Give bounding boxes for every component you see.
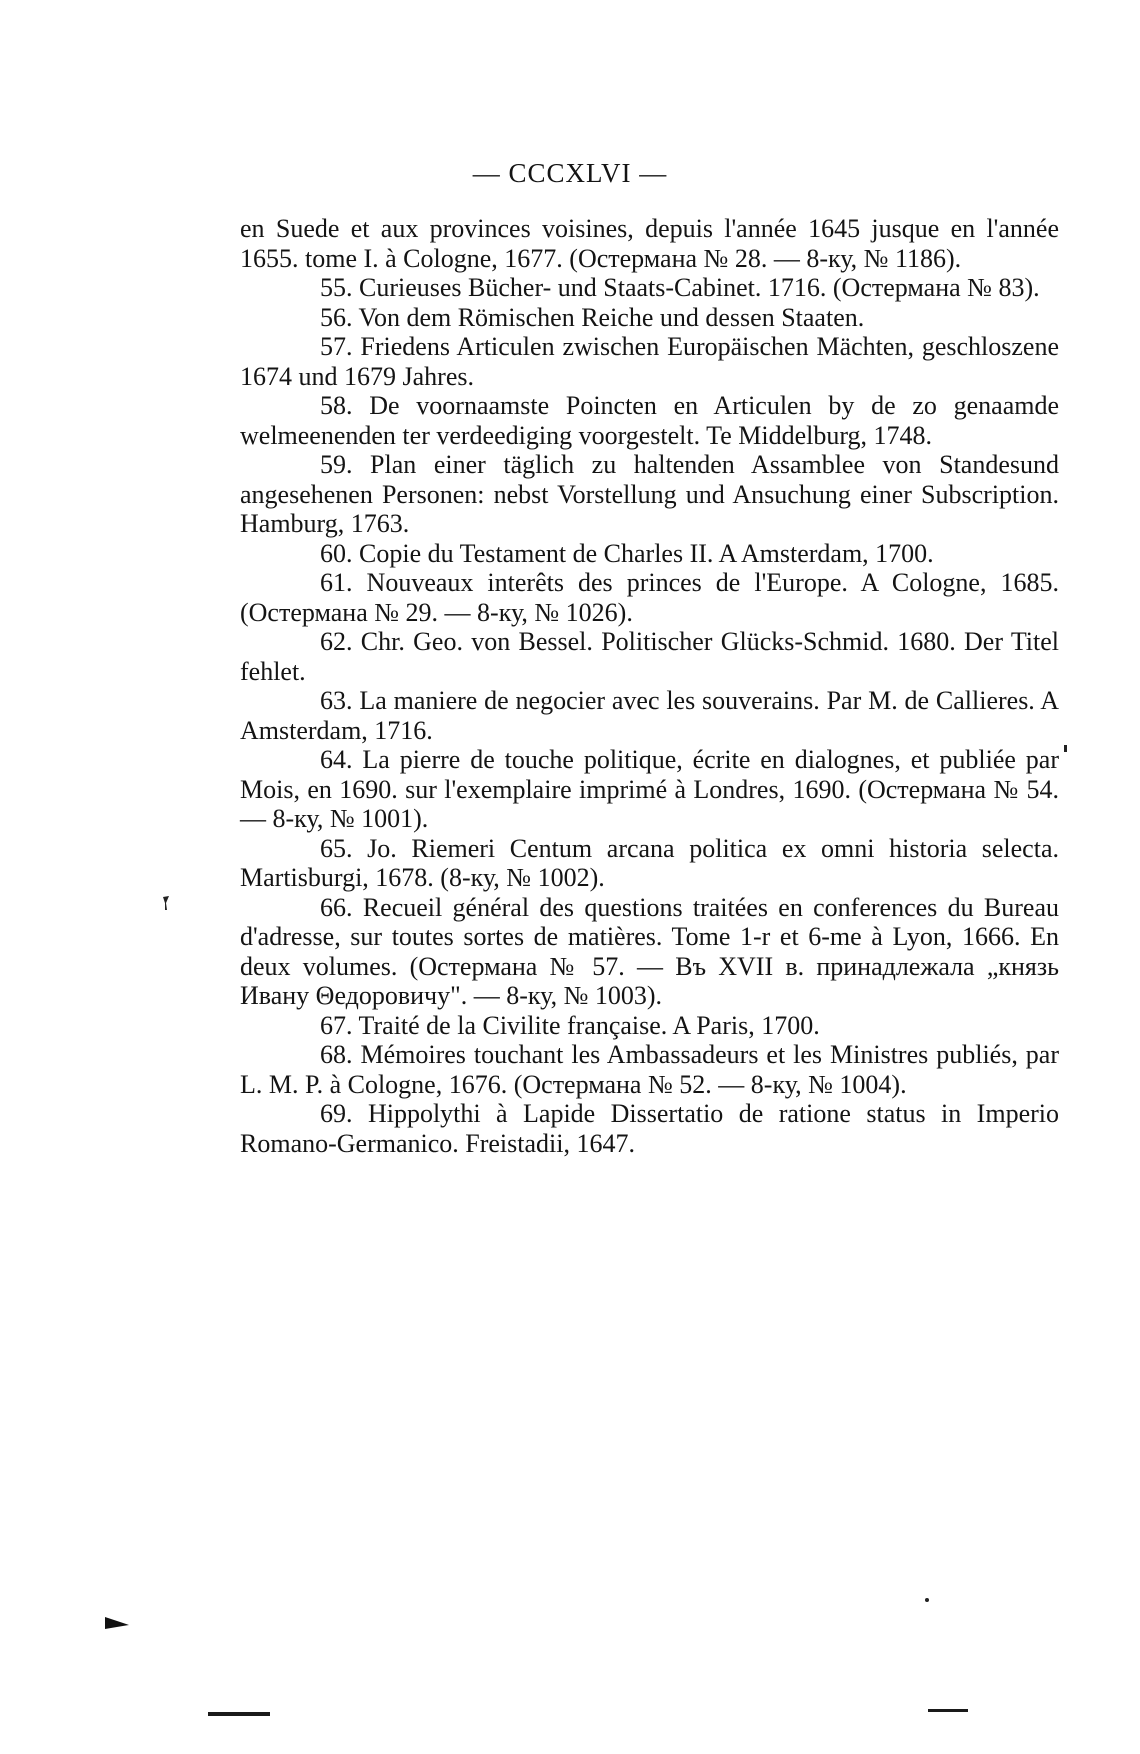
entry-55: 55. Curieuses Bücher- und Staats-Cabinet. 1716. (Остермана № 83). [320, 273, 1040, 302]
entry-64: 64. La pierre de touche politique, écrite en dialognes, et publiée par Mois, en 1690. sur l'exemplaire imprimé à Londres, 1690. (Остермана № 54. — 8-ку, № 1001). [240, 745, 1059, 833]
speck-mark [1064, 745, 1067, 752]
margin-mark-icon [162, 895, 170, 911]
entry-67: 67. Traité de la Civilite française. A Paris, 1700. [320, 1010, 820, 1040]
entry-63: 63. La maniere de negocier avec les souverains. Par M. de Callieres. A Amsterdam, 1716. [240, 686, 1059, 745]
scan-rule-mark [928, 1709, 968, 1712]
entry-68: 68. Mémoires touchant les Ambassadeurs et les Ministres publiés, par L. M. P. à Cologne, 1676. (Остермана № 52. — 8-ку, № 1004). [240, 1040, 1059, 1099]
entry-66: 66. Recueil général des questions traitées en conferences du Bureau d'adresse, sur toutes sortes de matières. Tome 1-r et 6-me à Lyon, 1666. En deux volumes. (Остермана № 57. — Въ XVII в. принадлежала „князь Ивану Θедоровичу". — 8-ку, № 1003). [240, 892, 1059, 1010]
entry-57: 57. Friedens Articulen zwischen Europäischen Mächten, geschloszene 1674 und 1679 Jahres. [240, 332, 1059, 391]
entry-59: 59. Plan einer täglich zu haltenden Assamblee von Standesund angesehenen Personen: nebst Vorstellung und Ansuchung einer Subscription. Hamburg, 1763. [240, 450, 1059, 538]
entry-62: 62. Chr. Geo. von Bessel. Politischer Glücks-Schmid. 1680. Der Titel fehlet. [240, 627, 1059, 686]
entry-56: 56. Von dem Römischen Reiche und dessen Staaten. [320, 302, 865, 332]
entry-61: 61. Nouveaux interêts des princes de l'Europe. A Cologne, 1685. (Остермана № 29. — 8-ку, № 1026). [240, 568, 1059, 627]
scan-rule-mark [208, 1712, 270, 1716]
entry-65: 65. Jo. Riemeri Centum arcana politica ex omni historia selecta. Martisburgi, 1678. (8-ку, № 1002). [240, 833, 1059, 892]
speck-mark [925, 1598, 929, 1602]
entry-69: 69. Hippolythi à Lapide Dissertatio de ratione status in Imperio Romano-Germanico. Freistadii, 1647. [240, 1099, 1059, 1158]
page-number-header: — CCCXLVI — [472, 158, 668, 188]
catalog-entries [240, 214, 1059, 1158]
arrow-mark-icon [105, 1617, 129, 1629]
entry-58: 58. De voornaamste Poincten en Articulen by de zo genaamde welmeenenden ter verdeediging voorgestelt. Te Middelburg, 1748. [240, 391, 1059, 450]
entry-continuation: en Suede et aux provinces voisines, depuis l'année 1645 jusque en l'année 1655. tome I. à Cologne, 1677. (Остермана № 28. — 8-ку, № 1186). [240, 214, 1059, 273]
entry-60: 60. Copie du Testament de Charles II. A Amsterdam, 1700. [320, 538, 934, 568]
